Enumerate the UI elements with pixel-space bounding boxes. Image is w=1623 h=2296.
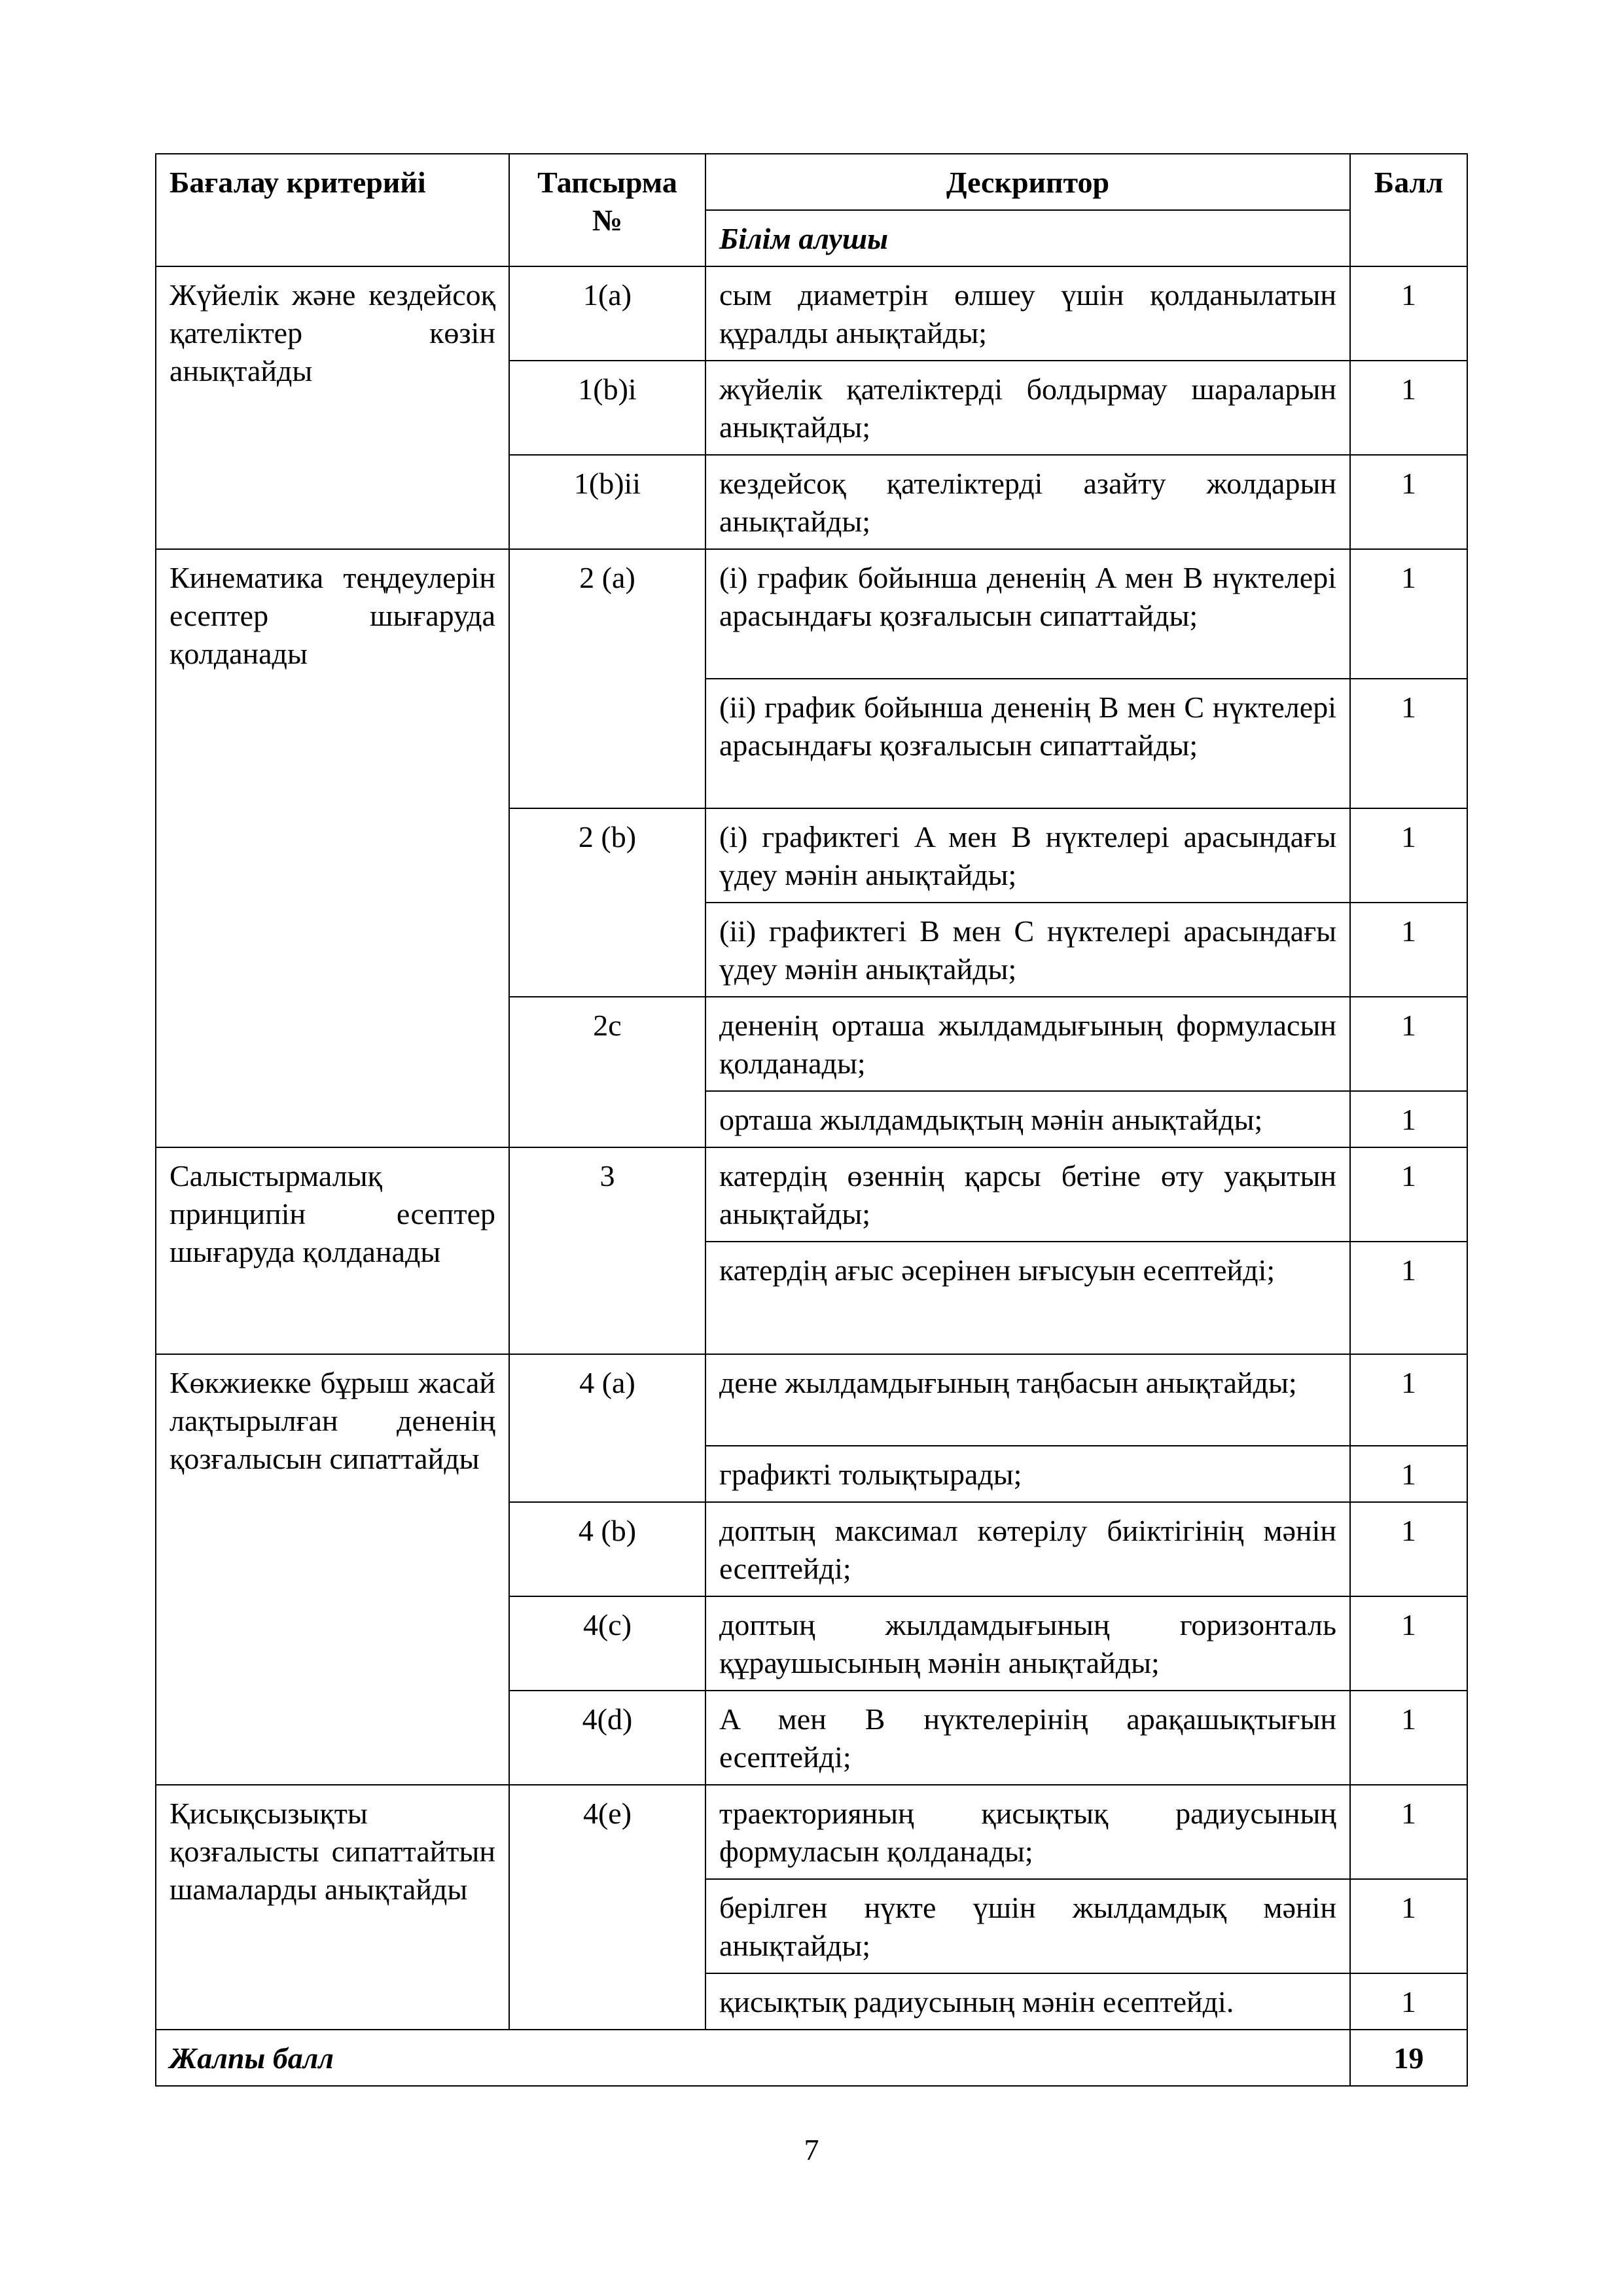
score-cell: 1 (1350, 808, 1467, 903)
task-cell: 1(a) (509, 266, 705, 361)
score-cell: 1 (1350, 1242, 1467, 1354)
descriptor-cell: (ii) графиктегі B мен C нүктелері арасындағы үдеу мәнін анықтайды; (705, 903, 1350, 997)
task-cell: 4(e) (509, 1785, 705, 2030)
descriptor-cell: дененің орташа жылдамдығының формуласын қолданады; (705, 997, 1350, 1091)
header-descriptor-sub: Білім алушы (705, 210, 1350, 266)
score-cell: 1 (1350, 549, 1467, 679)
header-score: Балл (1350, 154, 1467, 266)
descriptor-cell: орташа жылдамдықтың мәнін анықтайды; (705, 1091, 1350, 1147)
score-cell: 1 (1350, 679, 1467, 808)
descriptor-cell: қисықтық радиусының мәнін есептейді. (705, 1973, 1350, 2030)
task-cell: 2 (a) (509, 549, 705, 808)
descriptor-cell: катердің өзеннің қарсы бетіне өту уақытын анықтайды; (705, 1147, 1350, 1242)
table-row (156, 1354, 1467, 1446)
table-row (156, 266, 1467, 361)
criterion-cell: Салыстырмалық принципін есептер шығаруда қолданады (156, 1147, 509, 1354)
descriptor-cell: берілген нүкте үшін жылдамдық мәнін анықтайды; (705, 1879, 1350, 1973)
descriptor-cell: жүйелік қателіктерді болдырмау шараларын анықтайды; (705, 361, 1350, 455)
score-cell: 1 (1350, 266, 1467, 361)
total-score: 19 (1350, 2030, 1467, 2086)
descriptor-cell: кездейсоқ қателіктерді азайту жолдарын анықтайды; (705, 455, 1350, 549)
score-cell: 1 (1350, 1147, 1467, 1242)
header-descriptor: Дескриптор (705, 154, 1350, 210)
total-label: Жалпы балл (156, 2030, 1350, 2086)
score-cell: 1 (1350, 1502, 1467, 1596)
header-task: Тапсырма № (509, 154, 705, 266)
criterion-cell: Жүйелік және кездейсоқ қателіктер көзін анықтайды (156, 266, 509, 549)
descriptor-cell: катердің ағыс әсерінен ығысуын есептейді; (705, 1242, 1350, 1354)
total-row (156, 2030, 1467, 2086)
criterion-cell: Көкжиекке бұрыш жасай лақтырылған дененің қозғалысын сипаттайды (156, 1354, 509, 1785)
score-cell: 1 (1350, 1879, 1467, 1973)
descriptor-cell: сым диаметрін өлшеу үшін қолданылатын құралды анықтайды; (705, 266, 1350, 361)
task-cell: 1(b)ii (509, 455, 705, 549)
criterion-cell: Қисықсызықты қозғалысты сипаттайтын шамаларды анықтайды (156, 1785, 509, 2030)
descriptor-cell: A мен B нүктелерінің арақашықтығын есептейді; (705, 1691, 1350, 1785)
score-cell: 1 (1350, 1596, 1467, 1691)
score-cell: 1 (1350, 1691, 1467, 1785)
table-header-row (156, 154, 1467, 210)
task-cell: 4(d) (509, 1691, 705, 1785)
descriptor-cell: доптың жылдамдығының горизонталь құраушысының мәнін анықтайды; (705, 1596, 1350, 1691)
score-cell: 1 (1350, 361, 1467, 455)
task-cell: 4 (a) (509, 1354, 705, 1502)
task-cell: 3 (509, 1147, 705, 1354)
table-row (156, 1147, 1467, 1242)
score-cell: 1 (1350, 1446, 1467, 1502)
score-cell: 1 (1350, 1973, 1467, 2030)
descriptor-cell: доптың максимал көтерілу биіктігінің мәнін есептейді; (705, 1502, 1350, 1596)
score-cell: 1 (1350, 997, 1467, 1091)
score-cell: 1 (1350, 1091, 1467, 1147)
table-row (156, 549, 1467, 679)
score-cell: 1 (1350, 455, 1467, 549)
criterion-cell: Кинематика теңдеулерін есептер шығаруда қолданады (156, 549, 509, 1147)
descriptor-cell: траекторияның қисықтық радиусының формуласын қолданады; (705, 1785, 1350, 1879)
task-cell: 4(c) (509, 1596, 705, 1691)
descriptor-cell: дене жылдамдығының таңбасын анықтайды; (705, 1354, 1350, 1446)
task-cell: 2 (b) (509, 808, 705, 997)
table-row (156, 1785, 1467, 1879)
descriptor-cell: графикті толықтырады; (705, 1446, 1350, 1502)
descriptor-cell: (ii) график бойынша дененің B мен C нүктелері арасындағы қозғалысын сипаттайды; (705, 679, 1350, 808)
task-cell: 1(b)i (509, 361, 705, 455)
task-cell: 4 (b) (509, 1502, 705, 1596)
task-cell: 2c (509, 997, 705, 1147)
score-cell: 1 (1350, 1785, 1467, 1879)
score-cell: 1 (1350, 903, 1467, 997)
header-criterion: Бағалау критерийі (156, 154, 509, 266)
score-cell: 1 (1350, 1354, 1467, 1446)
page-number: 7 (804, 2133, 819, 2166)
descriptor-cell: (i) графиктегі A мен B нүктелері арасындағы үдеу мәнін анықтайды; (705, 808, 1350, 903)
rubric-table (155, 153, 1468, 2087)
descriptor-cell: (i) график бойынша дененің A мен B нүктелері арасындағы қозғалысын сипаттайды; (705, 549, 1350, 679)
